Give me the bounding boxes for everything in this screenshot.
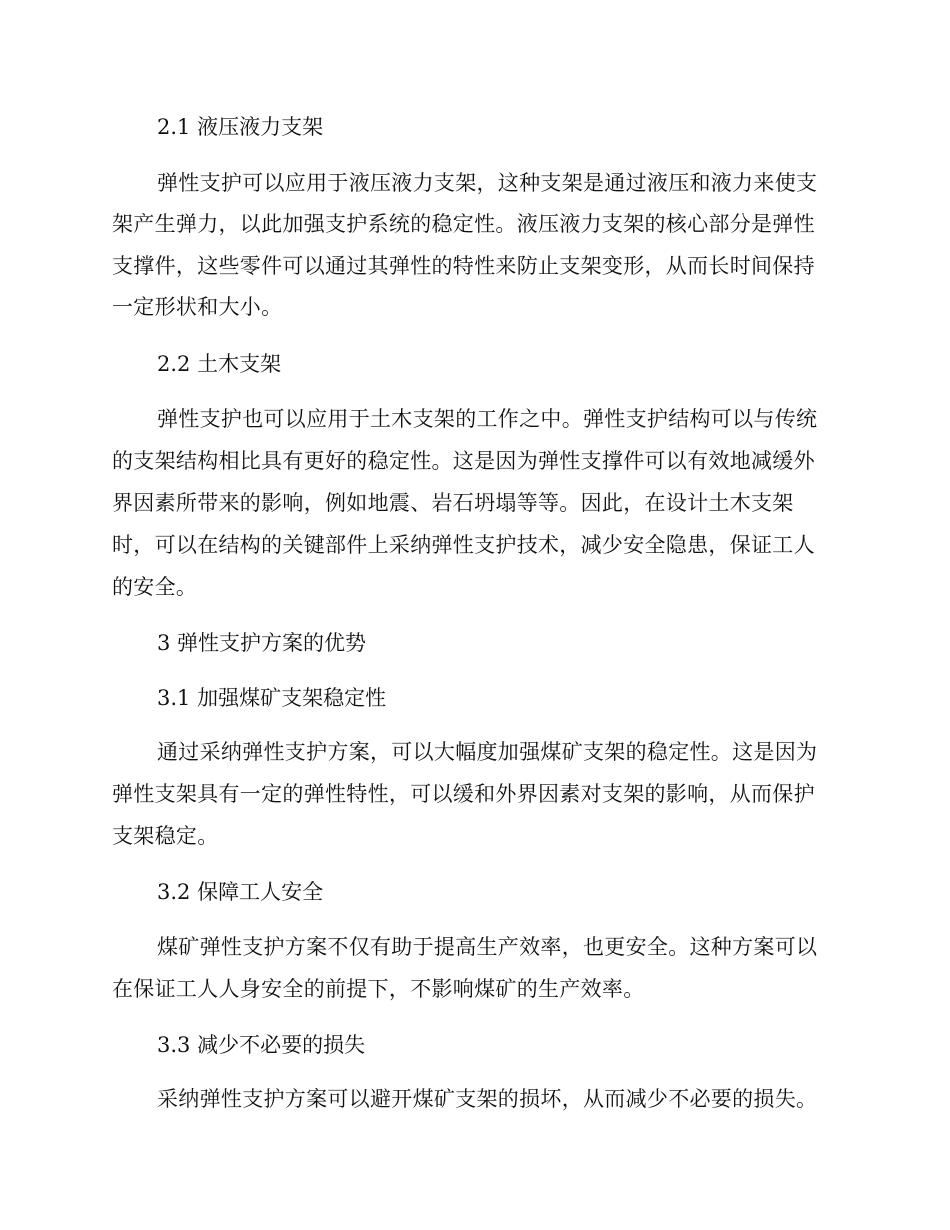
section-heading-3-1: 3.1 加强煤矿支架稳定性 [157,686,387,710]
paragraph-line: 通过采纳弹性支护方案，可以大幅度加强煤矿支架的稳定性。这是因为 [157,740,818,764]
paragraph-line: 在保证工人人身安全的前提下，不影响煤矿的生产效率。 [112,977,645,1001]
paragraph-line: 界因素所带来的影响，例如地震、岩石坍塌等等。因此，在设计土木支架 [112,491,794,515]
section-heading-3-3: 3.3 减少不必要的损失 [157,1033,366,1057]
paragraph-line: 弹性支护可以应用于液压液力支架，这种支架是通过液压和液力来使支 [157,171,818,195]
paragraph-line: 煤矿弹性支护方案不仅有助于提高生产效率，也更安全。这种方案可以 [157,935,818,959]
paragraph-line: 一定形状和大小。 [112,295,283,319]
section-heading-2-2: 2.2 土木支架 [157,352,282,376]
paragraph-line: 弹性支护也可以应用于土木支架的工作之中。弹性支护结构可以与传统 [157,407,818,431]
paragraph-line: 弹性支架具有一定的弹性特性，可以缓和外界因素对支架的影响，从而保护 [112,782,815,806]
section-heading-3: 3 弹性支护方案的优势 [157,631,367,655]
section-heading-2-1: 2.1 液压液力支架 [157,115,324,139]
paragraph-line: 支架稳定。 [112,824,219,848]
section-heading-3-2: 3.2 保障工人安全 [157,880,324,904]
paragraph-line: 支撑件，这些零件可以通过其弹性的特性来防止支架变形，从而长时间保持 [112,254,815,278]
paragraph-line: 的安全。 [112,575,198,599]
paragraph-line: 时，可以在结构的关键部件上采纳弹性支护技术，减少安全隐患，保证工人 [112,533,815,557]
paragraph-line: 采纳弹性支护方案可以避开煤矿支架的损坏，从而减少不必要的损失。 [157,1087,818,1111]
paragraph-line: 的支架结构相比具有更好的稳定性。这是因为弹性支撑件可以有效地减缓外 [112,449,815,473]
paragraph-line: 架产生弹力，以此加强支护系统的稳定性。液压液力支架的核心部分是弹性 [112,212,815,236]
